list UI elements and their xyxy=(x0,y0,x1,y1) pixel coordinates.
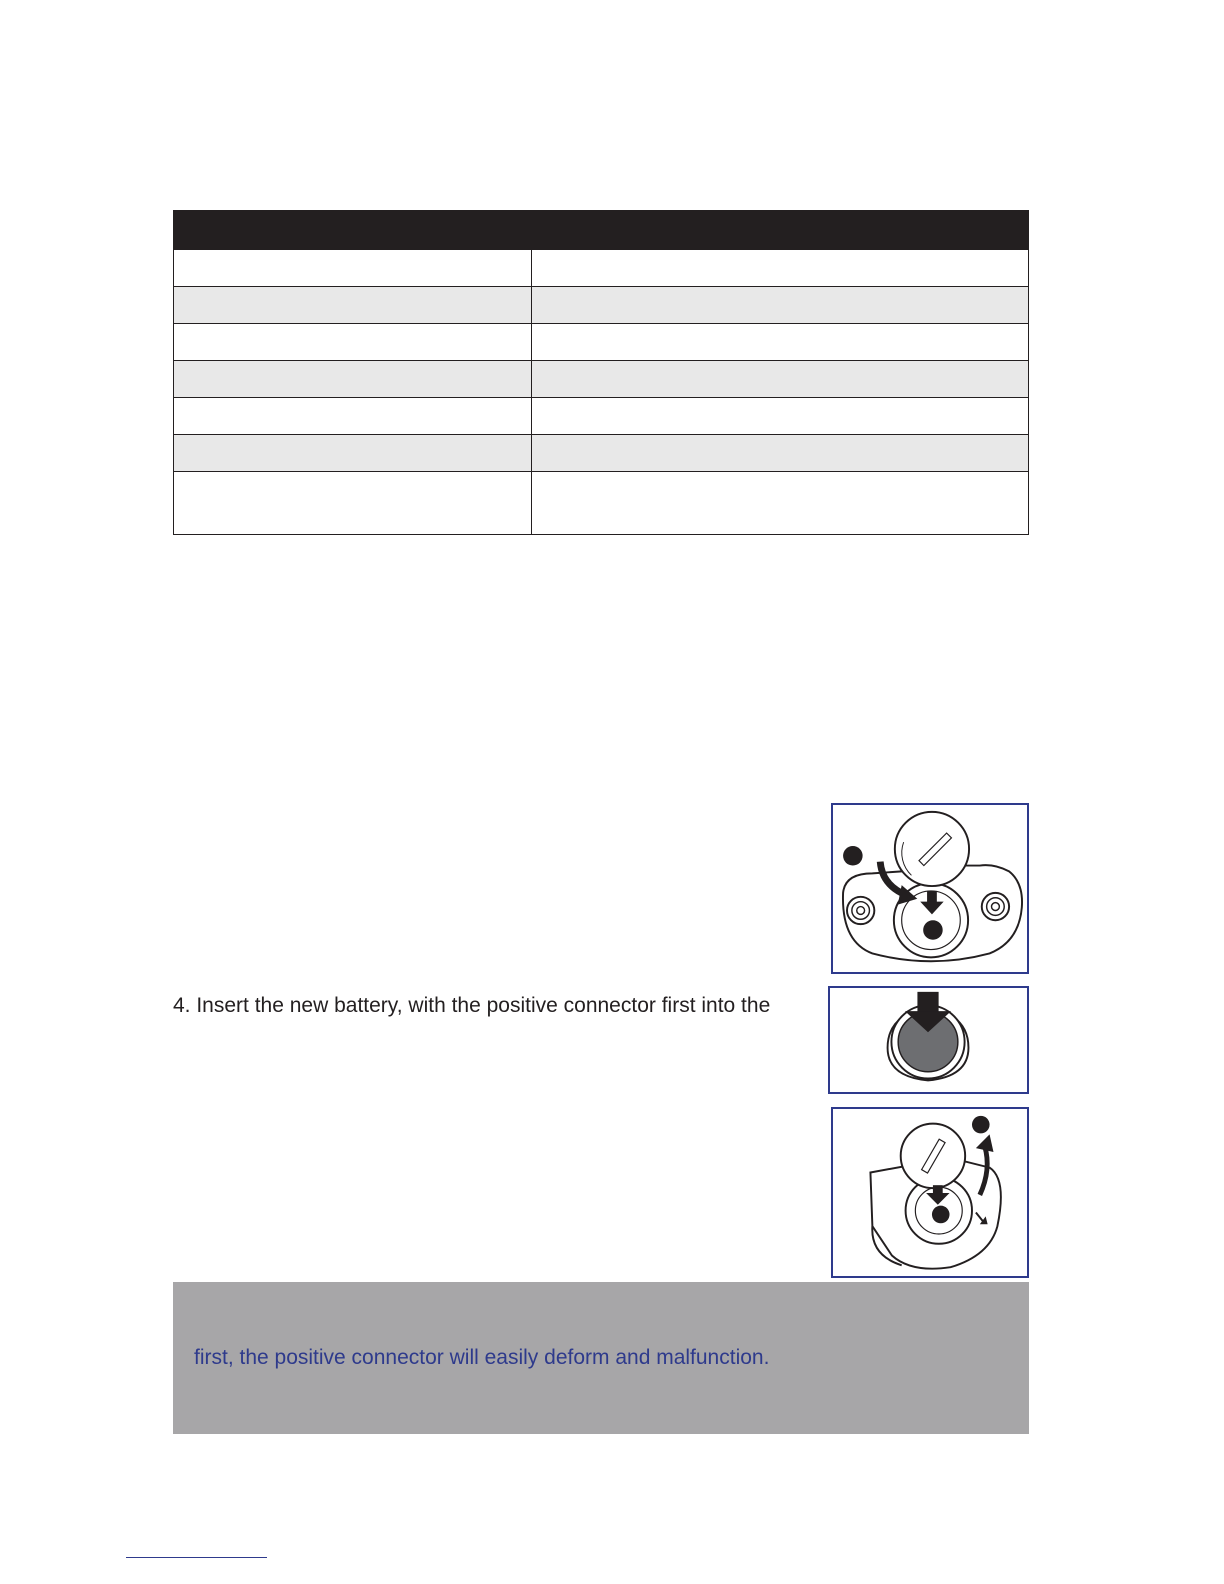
spec-table xyxy=(173,210,1029,535)
table-row xyxy=(174,472,1029,535)
table-cell xyxy=(174,472,532,535)
table-row xyxy=(174,435,1029,472)
insert-battery-illustration xyxy=(830,988,1027,1092)
mount-screw-icon xyxy=(982,893,1009,920)
figure-close-cover xyxy=(831,1107,1029,1278)
table-header-cell xyxy=(174,211,532,250)
battery-cover xyxy=(901,1124,965,1188)
table-row xyxy=(174,324,1029,361)
close-cover-illustration xyxy=(833,1109,1027,1276)
table-cell xyxy=(174,250,532,287)
step-badge xyxy=(843,846,863,866)
table-cell xyxy=(174,435,532,472)
mount-screw-icon xyxy=(847,897,874,924)
table-header-row xyxy=(174,211,1029,250)
table-row xyxy=(174,398,1029,435)
table-cell xyxy=(532,287,1029,324)
figure-remove-cover xyxy=(831,803,1029,974)
step-badge xyxy=(923,920,943,940)
note-text: first, the positive connector will easily deform and malfunction. xyxy=(194,1346,770,1369)
step-badge xyxy=(932,1206,950,1224)
step-4-instruction: 4. Insert the new battery, with the positive connector first into the xyxy=(173,994,771,1017)
figure-insert-battery xyxy=(828,986,1029,1094)
remove-cover-illustration xyxy=(833,805,1027,972)
step-badge xyxy=(972,1116,990,1134)
table-cell xyxy=(174,287,532,324)
table-cell xyxy=(532,472,1029,535)
table-cell xyxy=(532,435,1029,472)
table-cell xyxy=(174,361,532,398)
table-cell xyxy=(532,361,1029,398)
table-row xyxy=(174,361,1029,398)
table-row xyxy=(174,287,1029,324)
note-box xyxy=(173,1282,1029,1434)
table-cell xyxy=(532,324,1029,361)
table-header-cell xyxy=(532,211,1029,250)
table-cell xyxy=(532,250,1029,287)
footnote-divider xyxy=(126,1557,267,1558)
table-cell xyxy=(532,398,1029,435)
table-cell xyxy=(174,398,532,435)
table-cell xyxy=(174,324,532,361)
table-row xyxy=(174,250,1029,287)
battery-cover xyxy=(895,812,969,886)
